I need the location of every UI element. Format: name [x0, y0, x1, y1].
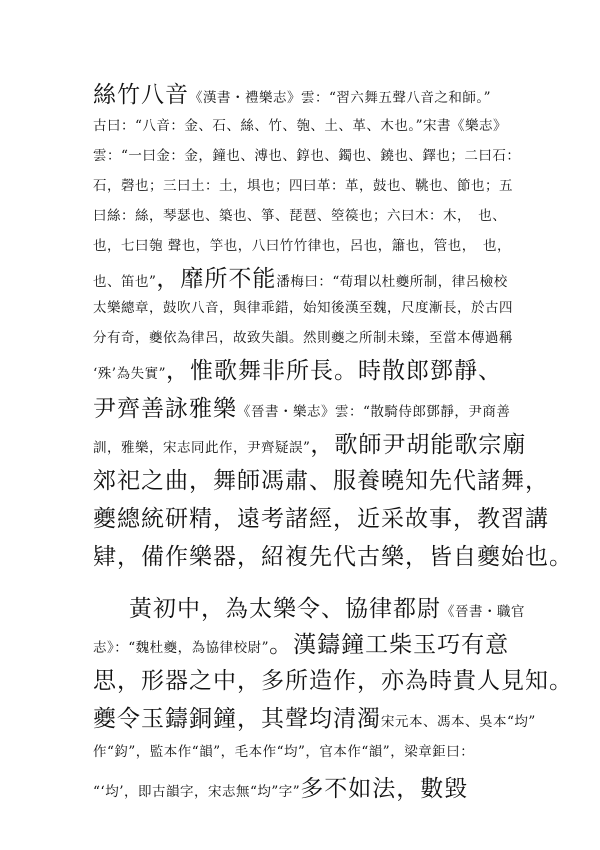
annotation-text: “‘均’，即古韻字，宋志無“均”字”	[93, 784, 301, 800]
main-text: ，歌師尹胡能歌宗廟	[310, 432, 527, 458]
main-text: ，靡所不能	[156, 266, 277, 292]
text-line	[93, 662, 573, 695]
main-text: 尹齊善詠雅樂	[93, 396, 237, 422]
annotation-text: 宋元本、馮本、吳本“均”	[381, 714, 536, 730]
annotation-text: 潘梅曰：“荀瑁以杜夔所制，律呂檢校	[276, 274, 508, 290]
annotation-text: 雲：“一曰金：金，鐘也、溥也、錞也、鐲也、鐃也、鐸也；二曰石：	[93, 148, 521, 164]
annotation-text: 分有奇，夔依為律呂，故致失韻。然則夔之所制未臻，至當本傳過稱	[93, 330, 513, 346]
annotation-text: 也、笛也”	[93, 274, 157, 290]
text-line	[93, 740, 523, 760]
text-line	[93, 114, 523, 134]
annotation-text: 作“鈞”，監本作“韻”，毛本作“均”，官本作“韻”，梁章鉅曰：	[93, 744, 475, 760]
annotation-text: 《晉書・樂志》雲：“散騎侍郎鄧靜，尹商善	[237, 404, 511, 420]
text-line	[93, 296, 523, 316]
text-line	[93, 462, 549, 495]
text-line	[93, 352, 523, 385]
annotation-text: 志》：“魏杜夔，為協律校尉”	[93, 640, 270, 656]
main-text: 多不如法，數毀	[300, 776, 469, 802]
text-line	[93, 426, 527, 459]
annotation-text: 石，磬也；三曰土：土，埧也；四曰革：革，鼓也、鞉也、節也；五	[93, 178, 513, 194]
main-text: 夔總統研精，遠考諸經，近采故事，教習講	[93, 506, 549, 532]
text-line	[93, 144, 523, 164]
text-line	[93, 500, 549, 533]
text-line	[93, 538, 573, 571]
text-line	[93, 326, 523, 346]
main-text: 肄，備作樂器，紹複先代古樂，皆自夔始也。	[93, 544, 573, 570]
main-text: 夔令玉鑄銅鐘，其聲均清濁	[93, 706, 381, 732]
main-text: ，惟歌舞非所長。時散郎鄧靜、	[165, 358, 502, 384]
main-text: 思，形器之中，多所造作，亦為時貴人見知。	[93, 668, 573, 694]
text-line	[93, 76, 523, 109]
text-line	[93, 174, 523, 194]
main-text: 黃初中，為太樂令、協律都尉	[129, 596, 441, 622]
text-line	[93, 590, 559, 623]
annotation-text: 訓，雅樂，宋志同此作，尹齊疑誤”	[93, 440, 311, 456]
annotation-text: ‘殊’為失實”	[93, 366, 166, 382]
main-text: 絲竹八音	[93, 82, 189, 108]
text-line	[93, 260, 523, 293]
annotation-text: 古曰：“八音：金、石、絲、竹、匏、土、革、木也。”宋書《樂志》	[93, 118, 508, 134]
text-line	[93, 626, 523, 659]
annotation-text: 《漢書・禮樂志》雲：“習六舞五聲八音之和師。”	[189, 90, 492, 106]
text-line	[93, 234, 523, 254]
text-line	[93, 770, 523, 803]
annotation-text: 也，七曰匏 聲也，竽也，八曰竹竹律也，呂也，簫也，管也， 也，	[93, 238, 512, 254]
text-line	[93, 390, 523, 423]
main-text: 郊祀之曲，舞師馮肅、服養曉知先代諸舞，	[93, 468, 549, 494]
main-text: 。漢鑄鐘工柴玉巧有意	[269, 632, 510, 658]
text-line	[93, 700, 536, 733]
annotation-text: 太樂總章，鼓吹八音，與律乖錯，始知後漢至魏，尺度漸長，於古四	[93, 300, 513, 316]
annotation-text: 《晉書・職官	[441, 604, 525, 620]
text-line	[93, 204, 523, 224]
annotation-text: 曰絲：絲，琴瑟也、築也、箏、琵琶、箜篌也；六曰木：木， 也、	[93, 208, 507, 224]
